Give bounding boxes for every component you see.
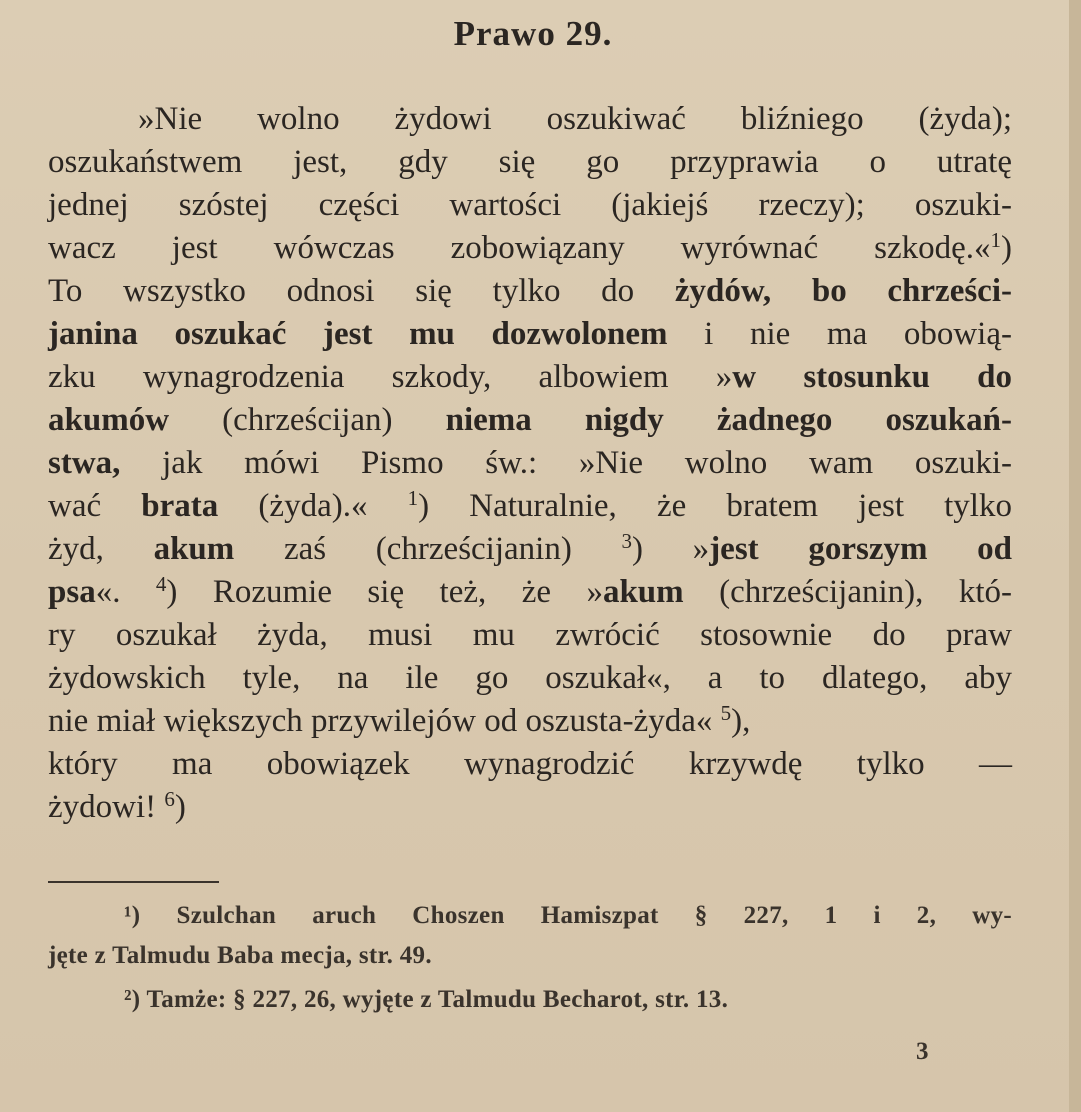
page-number: 3 xyxy=(916,1038,929,1065)
footnote-2: ²) Tamże: § 227, 26, wyjęte z Talmudu Becharot, str. 13. xyxy=(124,986,729,1013)
text-run: ) xyxy=(1001,230,1012,266)
text-line-3 xyxy=(48,184,1012,226)
page-title: Prawo 29. xyxy=(453,14,613,53)
text-line-5 xyxy=(48,270,1012,312)
text-run: (żyda).« xyxy=(218,488,408,524)
bold-text: w stosunku do xyxy=(732,359,1012,395)
text-line-2 xyxy=(48,141,1012,183)
footnote-ref: 3 xyxy=(621,529,633,553)
footnote-ref: 5 xyxy=(720,701,732,725)
text-line-9 xyxy=(48,442,1012,484)
footnote-1-line-1: ¹) Szulchan aruch Choszen Hamiszpat § 227, 1 i 2, wy- xyxy=(124,902,1012,929)
footnote-divider xyxy=(48,881,219,883)
bold-text: akumów xyxy=(48,402,170,438)
text-line-8 xyxy=(48,399,1012,441)
text-run: zku wynagrodzenia szkody, albowiem » xyxy=(48,359,733,395)
text-run: żyd, xyxy=(48,531,154,567)
page-edge xyxy=(1069,0,1081,1112)
bold-text: janina oszukać jest mu dozwolonem xyxy=(48,316,668,352)
bold-text: żydów, bo chrześci- xyxy=(674,273,1012,309)
text-line-7 xyxy=(48,356,1012,398)
text-run: oszukaństwem jest, gdy się go przyprawia o utratę xyxy=(48,144,1012,180)
text-run: jak mówi Pismo św.: »Nie wolno wam oszuki- xyxy=(120,445,1012,481)
text-run: wać xyxy=(48,488,142,524)
text-line-16 xyxy=(48,743,1012,785)
bold-text: niema nigdy żadnego oszukań- xyxy=(445,402,1012,438)
text-run: ), xyxy=(731,703,751,739)
footnote-ref: 4 xyxy=(155,572,167,596)
bold-text: brata xyxy=(141,488,219,524)
footnote-ref: 6 xyxy=(164,787,175,811)
text-run: ) Naturalnie, że bratem jest tylko xyxy=(418,488,1012,524)
footnote-ref: 1 xyxy=(990,228,1001,252)
text-line-15 xyxy=(48,700,1012,742)
text-run: ) Rozumie się też, że » xyxy=(166,574,603,610)
text-line-6 xyxy=(48,313,1012,355)
bold-text: jest gorszym od xyxy=(709,531,1012,567)
text-run: zaś (chrześcijanin) xyxy=(234,531,622,567)
text-run: i nie ma obowią- xyxy=(667,316,1012,352)
text-run: nie miał większych przywilejów od oszusta-żyda« xyxy=(48,703,721,739)
text-line-13 xyxy=(48,614,1012,656)
footnote-1-line-2: jęte z Talmudu Baba mecja, str. 49. xyxy=(48,942,432,969)
footnote-ref: 1 xyxy=(407,486,419,510)
text-run: »Nie wolno żydowi oszukiwać bliźniego (żyda); xyxy=(138,101,1012,137)
text-line-11 xyxy=(48,528,1012,570)
bold-text: psa xyxy=(48,574,96,610)
text-line-10 xyxy=(48,485,1012,527)
text-run: ) » xyxy=(632,531,710,567)
bold-text: stwa, xyxy=(48,445,121,481)
text-line-14 xyxy=(48,657,1012,699)
bold-text: akum xyxy=(602,574,684,610)
text-run: To wszystko odnosi się tylko do xyxy=(48,273,675,309)
text-line-17 xyxy=(48,786,1012,828)
text-run: (chrześcijan) xyxy=(169,402,446,438)
text-run: ry oszukał żyda, musi mu zwrócić stosownie do praw xyxy=(48,617,1012,653)
text-run: jednej szóstej części wartości (jakiejś rzeczy); oszuki- xyxy=(48,187,1012,223)
text-run: wacz jest wówczas zobowiązany wyrównać szkodę.« xyxy=(48,230,991,266)
bold-text: akum xyxy=(153,531,235,567)
text-run: (chrześcijanin), któ- xyxy=(683,574,1012,610)
text-line-1 xyxy=(138,98,1012,140)
text-run: «. xyxy=(95,574,156,610)
text-run: ) xyxy=(174,789,186,825)
text-run: żydowskich tyle, na ile go oszukał«, a to dlatego, aby xyxy=(48,660,1012,696)
text-line-12 xyxy=(48,571,1012,613)
text-run: żydowi! xyxy=(48,789,165,825)
text-run: który ma obowiązek wynagrodzić krzywdę tylko — xyxy=(48,746,1012,782)
text-line-4 xyxy=(48,227,1012,269)
